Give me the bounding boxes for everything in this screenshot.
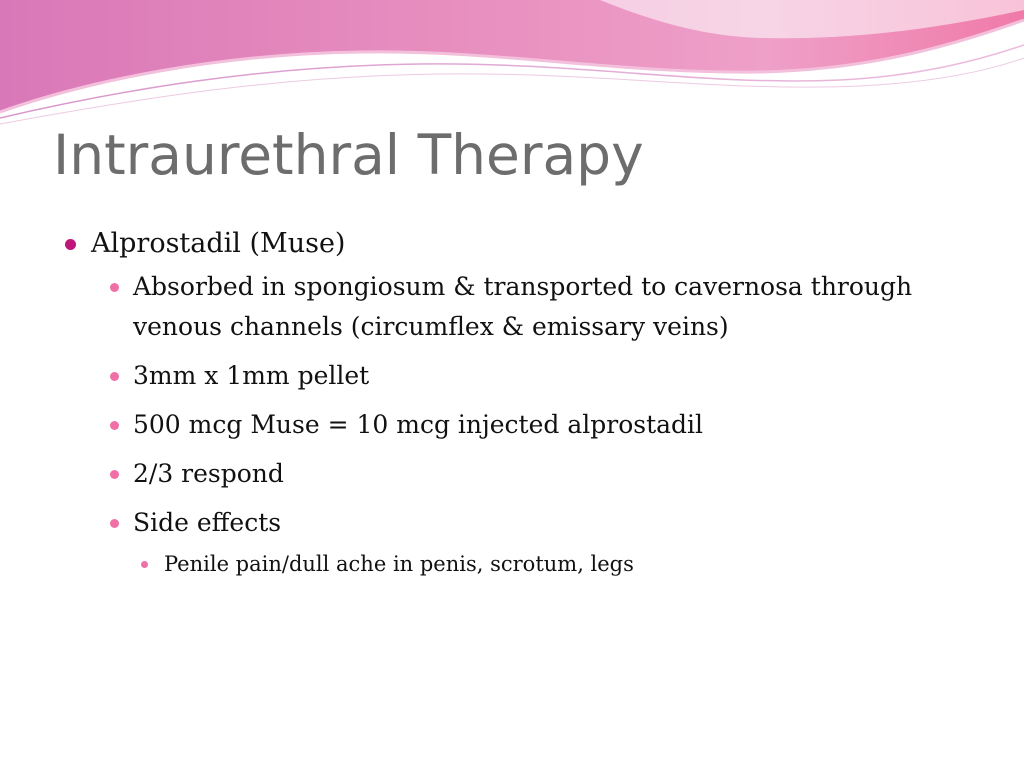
sub-bullet-dot-icon [110, 421, 119, 430]
sub-sub-bullet-penile-pain [139, 547, 982, 581]
sub-bullet-dot-icon [110, 519, 119, 528]
sub-bullet-text: 2/3 respond [133, 459, 284, 488]
bullet-item-alprostadil [62, 224, 982, 264]
bullet-dot-icon [65, 239, 76, 250]
sub-sub-bullet-dot-icon [141, 561, 148, 568]
sub-bullet-dot-icon [110, 283, 119, 292]
sub-bullet-side-effects [107, 503, 982, 543]
sub-bullet-dot-icon [110, 372, 119, 381]
sub-bullet-dose-equivalence [107, 405, 982, 445]
sub-bullet-text: Side effects [133, 508, 282, 537]
sub-bullet-pellet-size [107, 356, 982, 396]
slide-title: Intraurethral Therapy [53, 123, 644, 187]
sub-bullet-text: 3mm x 1mm pellet [133, 361, 370, 390]
bullet-list [62, 224, 982, 581]
sub-bullet-text: Absorbed in spongiosum & transported to cavernosa through venous channels (circumflex & emissary veins) [133, 272, 913, 341]
header-wave-decoration [0, 0, 1024, 130]
bullet-text: Alprostadil (Muse) [91, 228, 346, 259]
sub-bullet-absorption [107, 267, 982, 347]
sub-bullet-response-rate [107, 454, 982, 494]
sub-bullet-text: 500 mcg Muse = 10 mcg injected alprostadil [133, 410, 704, 439]
sub-bullet-dot-icon [110, 470, 119, 479]
sub-sub-bullet-text: Penile pain/dull ache in penis, scrotum, legs [164, 552, 634, 576]
